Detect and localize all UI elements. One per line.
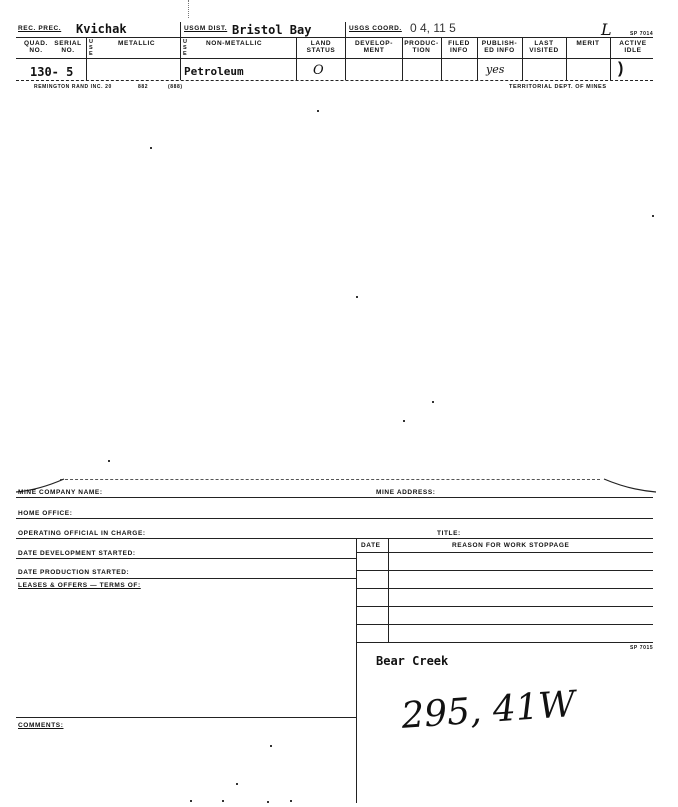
usgm-dist-value: Bristol Bay [232, 23, 312, 37]
date-column-header: DATE [361, 542, 381, 549]
header-last-visited: LAST VISITED [529, 40, 559, 54]
leases-offers-label: LEASES & OFFERS — TERMS OF: [18, 582, 141, 589]
handwritten-coordinates: 295, 41W [400, 683, 577, 737]
comments-label: COMMENTS: [18, 722, 64, 729]
typed-location: Bear Creek [376, 654, 449, 668]
date-development-label: DATE DEVELOPMENT STARTED: [18, 550, 136, 557]
form-number-bottom: SP 7015 [630, 645, 654, 651]
header-production: PRODUC- TION [404, 40, 439, 54]
header-published-info: PUBLISH- ED INFO [481, 40, 518, 54]
rec-prec-value: Kvichak [76, 22, 127, 36]
date-production-label: DATE PRODUCTION STARTED: [18, 569, 130, 576]
row-published-info: yes [486, 63, 505, 76]
usgs-coord-label: USGS COORD. [349, 25, 402, 32]
usgm-dist-label: USGM DIST. [184, 25, 228, 32]
header-active-idle: ACTIVE IDLE [619, 40, 647, 54]
row-land-status: O [313, 63, 324, 78]
footer-code-2: (888) [168, 84, 183, 90]
header-development: DEVELOP- MENT [354, 40, 394, 54]
home-office-label: HOME OFFICE: [18, 510, 73, 517]
usgs-coord-value: 0 4, 11 5 [410, 21, 456, 35]
mine-address-label: MINE ADDRESS: [376, 489, 436, 496]
header-filed-info: FILED INFO [448, 40, 470, 54]
footer-left: REMINGTON RAND INC. 20 [34, 84, 112, 90]
row-non-metallic: Petroleum [184, 65, 244, 78]
row-quad-serial: 130- 5 [30, 65, 74, 79]
operating-official-label: OPERATING OFFICIAL IN CHARGE: [18, 530, 146, 537]
row-active-idle: ) [618, 60, 624, 77]
footer-right: TERRITORIAL DEPT. OF MINES [509, 84, 607, 90]
reason-column-header: REASON FOR WORK STOPPAGE [452, 542, 570, 549]
header-use-codes-2: U S E [183, 39, 188, 57]
card-edge-curve-right [600, 476, 660, 494]
header-serial-no: SERIAL NO. [54, 40, 82, 54]
header-land-status: LAND STATUS [306, 40, 336, 54]
form-number-top: SP 7014 [630, 31, 654, 37]
mine-company-name-label: MINE COMPANY NAME: [18, 489, 103, 496]
header-non-metallic: NON-METALLIC [206, 40, 263, 47]
footer-code-1: 882 [138, 84, 149, 90]
rec-prec-label: REC. PREC. [18, 25, 62, 32]
header-merit: MERIT [576, 40, 600, 47]
header-use-codes-1: U S E [89, 39, 94, 57]
corner-mark: L [601, 20, 612, 39]
header-quad-no: QUAD. NO. [24, 40, 48, 54]
title-label: TITLE: [437, 530, 461, 537]
header-metallic: METALLIC [118, 40, 156, 47]
